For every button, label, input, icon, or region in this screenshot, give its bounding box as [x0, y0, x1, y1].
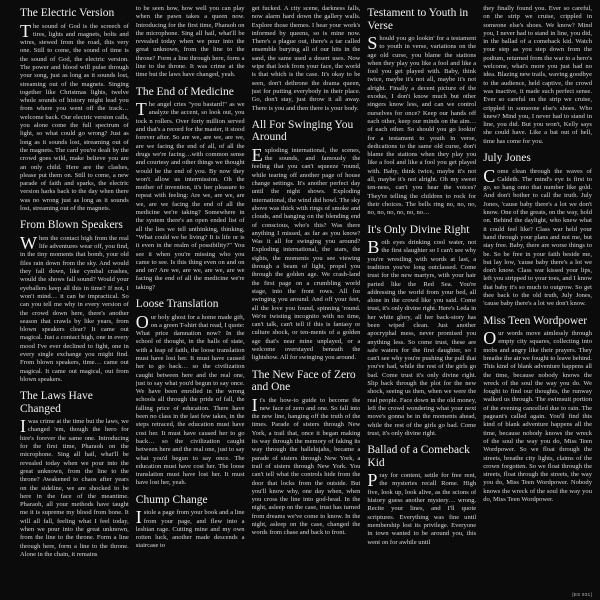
song-lyrics — [367, 239, 476, 438]
lyrics-text: xploding international, the scenes, the sounds, and famously the feeling that you can't squeeze 'round, while tearing off another page of house change settings. It's another perfect day until the night shows. Exploding international, the wind did howl. The sky above was thick with rings of smoke and clouds, and hanging on the blending end of conscious, who's this? Was there anything I missed, as far as you know? Was it all for swinging you around? Exploding international, the stars, the sights, the moments you see viewing through a beam of light, propel you through the golden age. We crash-land the first page on a crumbling world stage, into the front rows. All for swinging you around. And off your feet, all the love you found, spinning 'round. We're twisting incognito with no time, can't talk, can't tell if this is fantasy or culture shock, or ten-ments of a golden age that's near mine unplayed, or a welcome overstayed beneath the lightshow. All for swinging you around. — [251, 146, 361, 362]
song-section — [367, 444, 476, 547]
song-lyrics — [483, 330, 592, 504]
lyrics-text: hould you go lookin' for a testament to youth in verse, variations on the age old curse, you blame the stations when they play you like a fool and like a fool you get played with. Baby, think twice, maybe it's not all, maybe it's not alright. Finally a decent picture of the exodus, I don't know much but other singers know less, and can we control ourselves for once? Keep our hands off each other, keep our minds on the aim… of each other. So should you go lookin' for a testament to youth in verse, dedications to the same old curse, don't blame the stations when they play you like a fool and like a fool you get played with. Baby, think twice, maybe it's not all, maybe it's not alright. Oh my sweet ten-ness, can't you hear the voices? They're telling the children to rock for their choices. The bells ring no, no, no, no, no, no, no, no, no… — [367, 35, 477, 217]
song-lyrics — [20, 232, 129, 384]
lyrics-column-5 — [483, 5, 592, 600]
song-title: From Blown Speakers — [20, 219, 123, 232]
song-lyrics — [20, 20, 129, 214]
lyrics-text: they finally found you. Ever so careful, on the strip we cruise, crippled in someone else's shoes. We know? Mind you, I never had to stand in line, you did, in the ballad of a comeback kid. Watch your step as you step down from the podium, returned from the war to a hero's welcome, what's more you just had no idea. Blazing new trails, waving goodbye to the audience, held captive, the crowd was inactive, it made such perfect sense. Ever so careful on the strip we cruise, crippled in someone else's shoes. Who knew? Mind you, I never had to stand in line, you did. But you won't, Kelly says she could have. Like a bat out of hell, time has come for you. — [483, 5, 592, 145]
drop-cap: I — [135, 507, 142, 528]
lyrics-column-4 — [367, 5, 476, 600]
song-title: Loose Translation — [135, 298, 219, 310]
song-lyrics — [483, 165, 592, 309]
lyrics-text: ray for content, settle for free rent, the mysteries recall Rome. High five, look up, look alive, as the scions of history guess another mystery… wrong. Recite your lines, and I'll quote scriptures. Everything was fine until membership lost its privilege. Everyone in town wanted to be around you, this went on for awhile until — [367, 472, 477, 546]
lyrics-column-3 — [252, 5, 361, 600]
song-section — [20, 7, 129, 213]
song-section — [252, 119, 361, 363]
drop-cap: B — [367, 237, 380, 258]
song-title: Chump Change — [135, 493, 208, 506]
lyrics-text: stole a page from your book and a line from your page, and flew into a lesbian rage. Cutting mine and my own rotten luck, another made descends a staircase to — [135, 509, 245, 550]
lyrics-text: hen the contact high from the real life adventures wear off, you find, in the tiny moments that bomb, your old files rain down from the sky. And would they fall down, like cymbal crashes, would the shows fall sound? Would your eyeballers keep all this in time? If not, I won't mind… it can be impractical. So can you tell me why in every version of the crowd down here, there's another season that crawls by like years, from blown speakers clear? It came out magical. Just a contact high, one in every mood I've ever declined to fight, one in every single exchange you might find. From blown speakers, time… came out magical. It came out magical, out from blown speakers. — [20, 234, 129, 383]
song-title: July Jones — [483, 152, 531, 165]
drop-cap: I — [20, 416, 26, 437]
drop-cap: C — [483, 165, 496, 186]
song-section — [367, 7, 476, 218]
song-lyrics — [252, 5, 361, 113]
song-section — [136, 5, 245, 80]
song-section — [136, 494, 245, 551]
drop-cap: W — [20, 232, 37, 253]
song-section — [252, 5, 361, 113]
drop-cap: T — [20, 20, 31, 41]
lyrics-column-2 — [136, 5, 245, 600]
drop-cap: T — [135, 99, 147, 120]
song-lyrics — [20, 418, 129, 559]
lyrics-text: t's the how-to guide to become the new face of zero and one. So fall into the new line, hanging off the truth of the times. Parade of sisters through New York, a trail that, once it began making its way through the memory of faking its way through the hallelujahs, became a parade of sisters through New York, a trail of sisters through New York. You can't tell what the controls hide from the door that locks from the outside. But you'll know why, one day when, when you cross the line into god-head. In the night, asleep on the case, trust has turned from dreams we've come to know. In the night, asleep on the case, changed the words from chase and back to front. — [251, 396, 361, 537]
lyrics-text: to be seen how, how well you can play when the pawn takes a queen now. Introducing for the first time, Pharaoh on the microphone. Sing all hail, what'll be revealed today when we pour into the great unknown, from the line to the throne? Form a line through here, form a line to the throne. It was crime at the time but the laws have changed, yeah. — [135, 5, 245, 79]
song-title: Ballad of a Comeback Kid — [367, 444, 470, 469]
song-title: It's Only Divine Right — [367, 223, 470, 236]
drop-cap: I — [251, 394, 258, 415]
song-title: Testament to Youth in Verse — [367, 7, 469, 32]
song-title: Miss Teen Wordpower — [483, 314, 588, 327]
song-section — [367, 224, 476, 439]
song-lyrics — [251, 394, 361, 538]
lyrics-text: he angel cries "you bastard!" as we analyze the accent, so look out, you tock n rollers. Over forty million served and that's a record for the master, it stood forever after. So are we, are we, are we, are we facing the end of all, of all the drugs we're facing…with common sense and courtesy and other things we thought would be the end of you. By now they won't allow us intermission. Oh the mother of invention, it's her pleasure to repeat with feeling: Are we, are we, are we, are we facing the end of all the medicine we're taking? Somewhere in the system there's an open ended list of all the lies we tell unthinking, thinking, "What could we be living? It is life or is it even in the realm of possibility?" You see it when you're missing who you came to see. Is this thing even on and on and on? Are we, are we, are we, are we facing the end of all the medicine we're taking? — [135, 101, 245, 291]
lyrics-text: was crime at the time but the laws, we changed 'em, though the hero for hire's forever the same one. Introducing for the first time, Pharaoh on the microphone. Sing all hail, what'll be revealed today when we pour into the great unknown, from the line to the throne? Awakened to chaos after years on the sideline, we are shocked to be here in the face of the meantime. Pharaoh, all your methods have taught me it is supreme my blood from bone. It will all fall, feeling what I feel today, when we pour into the great unknown, from the line to the throne. Form a line through here, form a line to the throne. Alone in the chain, it remains — [20, 418, 129, 558]
lyrics-text: ur holy ghost for a home made gift, on a green T-shirt that read, I quote: What price damnation now? In the school of thought, in the halls of state, with a leap of faith, the loose translation must have lost her. It must have caused her to go back… so the civilization caught between here and the real one, just to say what you'd begun to say once. We have been enrolled in the wrong schools all through the pride of fall, the falling price of education. There have been no class in the last few takes, in the steps retraced, the education must have cost her. It must have caused her to go back… so the civilization caught between here and the real one, just to say what you'd begun to say once. The education must have cost her. The loose translation must have lost her. It must have lost her, yeah. — [135, 313, 245, 487]
song-section — [483, 315, 592, 505]
song-lyrics — [136, 5, 245, 80]
song-section — [483, 5, 592, 146]
song-title: The Electric Version — [20, 7, 115, 19]
song-lyrics — [483, 5, 592, 146]
song-lyrics — [367, 35, 476, 218]
lyrics-text: ome clean through the waves of Caldeth. The mind's eye is first to go, so hang onto that number like gold. And don't bother to call the truth. July Jones, 'cause baby there's a lot we don't know. One of the greats, on the way, hold on. Behind the daylight, who knew what it could feel like? Class war held your hand through your plans and not me, but stay free. Baby, there are worse things to be. So be free in your faith beside me, but lay low, 'cause baby there's a lot we don't know. Class war kissed your lips, left you stripped to your toes, and I know that baby it's so much to outgrow. So get thee back to the old truth, July Jones, 'cause baby there's a lot we don't know. — [483, 167, 592, 308]
lyrics-text: oth eyes drinking cool water, not the first slaughter so I can't see why you're wrestling with words at last, a tradition you've long outclassed. Come trust for the new martyrs, with your hair parted like the Red Sea. You're addressing the world from your bed, all alone in the crowd like you said. Come trust, it's only divine right. Here's Leda in her white glory, all her back-story has been wiped clean. Just another apocryphal mess, never promised you anything less. So come trust, these are safe waters for the first daughter, so I can't see why you're pushing the pull that you've had, while the rest of the girls go bad. Come trust it's only divine right. Slip back through the plot for the new shock, seeing us then, when we were the real people. Face down in the old money, left the crowd wondering what your next move's gonna be in the moments ahead, while the rest of the girls go bad. Come trust, it's only divine right. — [367, 239, 477, 437]
song-lyrics — [367, 472, 476, 547]
song-section — [252, 369, 361, 538]
drop-cap: S — [367, 33, 378, 53]
song-lyrics — [136, 101, 245, 292]
lyrics-text: he sound of God is the screech of tires, lights and magnets, bolts and wires, stewed from the road, this very one. Still to come, the sound of time is the sound of God, the electric version. The power and blood will pulse through your song, just as long as it sounds lost, streaming out of the magnets. Singing together like Christmas lights, twelve whole sounds of history might lead you from where you went off the track…welcome back. Our electric version calls, you alone come the full spectrum of light, so what could go wrong? Just as long as it sounds lost, streaming out of the magnets. The card you're dealt by the crowd goes wild, make believe you are an only child. Here are the clashes, please put them on. Still to come, a new parade of faith and sparks, the electric version harks back to the day when there was no wrong just as long as it sounds lost, streaming out of the magnets. — [20, 22, 129, 213]
drop-cap: E — [251, 144, 263, 165]
song-lyrics — [135, 311, 245, 488]
drop-cap: O — [135, 311, 149, 332]
song-section — [20, 390, 129, 559]
song-title: The End of Medicine — [135, 85, 234, 98]
song-section — [136, 298, 245, 488]
drop-cap: P — [367, 470, 378, 491]
song-lyrics — [136, 509, 245, 550]
lyrics-text: get fucked. A city scene, darkness falls, now alarm hard down the gallery walls. Explore those themes. I hear your work's informed by queens, so is mine now. There's a plague out, there's a tar called ensemble burying all of our hits in the sand, the same used a desert uses. Now wipe that look from your face, the world is that which is the case. It's okay to be seen, don't dethrone the drama queen, just for putting everybody in their place. Go, don't stay, just throw it all away. There is you and then there is your body. — [251, 5, 361, 112]
song-section — [136, 86, 245, 292]
song-title: The Laws Have Changed — [20, 390, 93, 415]
catalog-number: [ES 931] — [572, 592, 592, 597]
song-title: The New Face of Zero and One — [251, 368, 356, 394]
song-lyrics — [251, 144, 361, 363]
lyrics-column-1 — [20, 5, 129, 600]
song-section — [483, 152, 592, 309]
song-title: All For Swinging You Around — [251, 118, 354, 144]
drop-cap: O — [483, 328, 497, 349]
lyrics-text: ur words move aimlessly through empty city squares, collecting into mobs and angry like their prayers. They breathe the air we fought to leave behind. This kind of blank adventure happens all the time, because nobody knows the wreck of the soul the way you do. We fought to find our thoughts, the runway walked us through. The swimsuit portion of the evening cancelled due to rain. The pageant's called again. You'll find this kind of blank adventure happens all the time, because nobody knows the wreck of the soul the way you do, Miss Teen Wordpower. So we float through the streets, breathe city lights, claims of the crown forgotten. So we float through the streets, float through the streets, the way you do, Miss Teen Wordpower. Nobody knows the wreck of the soul the way you do, Miss Teen Wordpower. — [483, 330, 592, 504]
song-section — [20, 219, 129, 384]
